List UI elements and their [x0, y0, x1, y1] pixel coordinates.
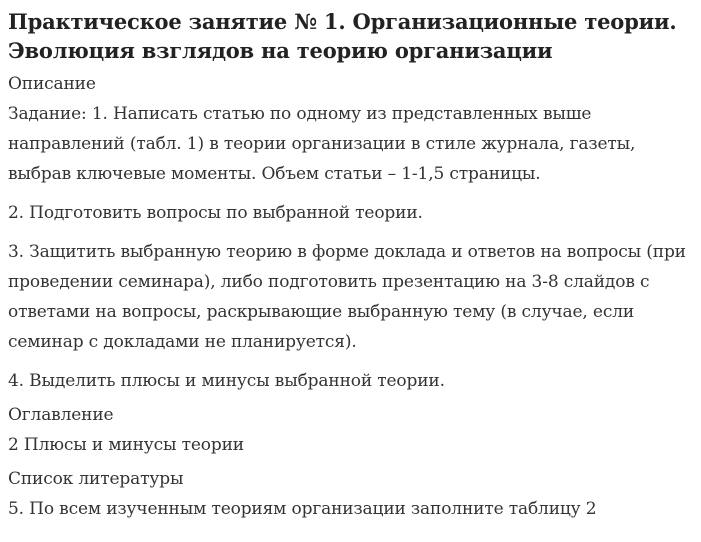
- references-heading: Список литературы: [8, 469, 184, 489]
- references-item: 5. По всем изученным теориям организации заполните таблицу 2: [8, 499, 597, 519]
- description-paragraph-4: 4. Выделить плюсы и минусы выбранной теории.: [8, 371, 445, 391]
- description-heading: Описание: [8, 74, 96, 94]
- page-title: Практическое занятие № 1. Организационные теории. Эволюция взглядов на теорию организации: [8, 9, 677, 63]
- description-paragraph-3: 3. Защитить выбранную теорию в форме доклада и ответов на вопросы (при проведении семинара), либо подготовить презентацию на 3-8 слайдов с ответами на вопросы, раскрывающие выбранную тему (в случае, если семинар с докладами не планируется).: [8, 242, 686, 352]
- description-paragraph-1: Задание: 1. Написать статью по одному из представленных выше направлений (табл. 1) в теории организации в стиле журнала, газеты, выбрав ключевые моменты. Объем статьи – 1-1,5 страницы.: [8, 104, 636, 184]
- contents-heading: Оглавление: [8, 405, 114, 425]
- contents-item[interactable]: 2 Плюсы и минусы теории: [8, 435, 244, 455]
- description-paragraph-2: 2. Подготовить вопросы по выбранной теории.: [8, 203, 423, 223]
